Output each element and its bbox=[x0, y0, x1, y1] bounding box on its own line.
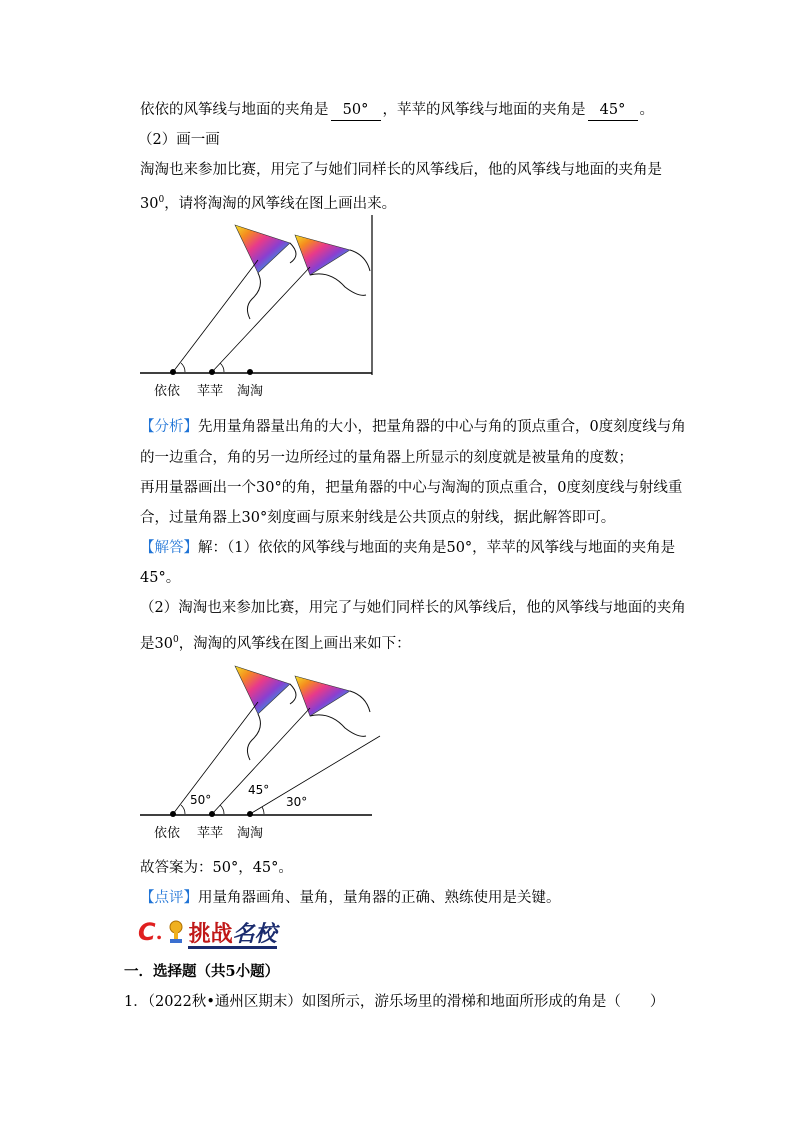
section-title-challenge: C . 挑战 名校 bbox=[138, 915, 277, 949]
analysis-line1: 【分析】先用量角器量出角的大小，把量角器的中心与角的顶点重合，0度刻度线与角 bbox=[140, 419, 686, 435]
comment-line: 【点评】用量角器画角、量角，量角器的正确、熟练使用是关键。 bbox=[140, 890, 561, 906]
analysis-line4: 合，过量角器上30°刻度画与原来射线是公共顶点的射线，据此解答即可。 bbox=[140, 510, 616, 526]
kite-pingping-icon bbox=[295, 235, 370, 295]
angle-label-30: 30° bbox=[286, 795, 308, 809]
question-1: 1．（2022秋•通州区期末）如图所示，游乐场里的滑梯和地面所形成的角是（ ） bbox=[124, 994, 665, 1010]
solution-line1: 【解答】解：（1）依依的风筝线与地面的夹角是50°，苹苹的风筝线与地面的夹角是 bbox=[140, 540, 676, 556]
label-taotao-2: 淘淘 bbox=[237, 826, 264, 841]
answer-blank-1: 50° bbox=[331, 100, 381, 121]
section-title-b: 名校 bbox=[232, 921, 277, 947]
section-title-a: 挑战 bbox=[188, 921, 233, 947]
kite-figure-2 bbox=[140, 658, 390, 848]
label-taotao: 淘淘 bbox=[237, 384, 264, 399]
label-pingping: 苹苹 bbox=[197, 384, 224, 399]
kite-yiyi-icon-2 bbox=[235, 666, 296, 760]
label-yiyi: 依依 bbox=[154, 384, 181, 399]
trophy-icon bbox=[165, 919, 187, 945]
section-underline bbox=[188, 946, 277, 949]
angle-label-45: 45° bbox=[248, 783, 270, 797]
answer-line: 故答案为：50°，45°。 bbox=[140, 860, 293, 876]
kite-pingping-icon-2 bbox=[295, 676, 370, 736]
solution-tag: 【解答】 bbox=[140, 540, 198, 556]
solution-line2: 45°。 bbox=[140, 570, 181, 586]
q2-heading: （2）画一画 bbox=[138, 132, 220, 148]
q2-text-line2: $30^0$，请将淘淘的风筝线在图上画出来。 bbox=[140, 195, 397, 212]
label-yiyi-2: 依依 bbox=[154, 826, 181, 841]
analysis-tag: 【分析】 bbox=[140, 419, 198, 435]
q2-text-line1: 淘淘也来参加比赛，用完了与她们同样长的风筝线后，他的风筝线与地面的夹角是 bbox=[140, 162, 662, 178]
answer-blank-2: 45° bbox=[588, 100, 638, 121]
q1-answer-line: 依依的风筝线与地面的夹角是 50° ，苹苹的风筝线与地面的夹角是 45° 。 bbox=[140, 100, 654, 121]
solution-line3: （2）淘淘也来参加比赛，用完了与她们同样长的风筝线后，他的风筝线与地面的夹角 bbox=[140, 600, 686, 616]
subsection-heading: 一．选择题（共5小题） bbox=[124, 963, 280, 980]
analysis-line3: 再用量器画出一个30°的角，把量角器的中心与淘淘的顶点重合，0度刻度线与射线重 bbox=[140, 480, 683, 496]
comment-tag: 【点评】 bbox=[140, 890, 198, 906]
section-letter: C bbox=[138, 918, 156, 946]
solution-line4: 是$30^0$，淘淘的风筝线在图上画出来如下： bbox=[140, 635, 411, 652]
angle-label-50: 50° bbox=[190, 793, 212, 807]
label-pingping-2: 苹苹 bbox=[197, 826, 224, 841]
analysis-line2: 的一边重合，角的另一边所经过的量角器上所显示的刻度就是被量角的度数； bbox=[140, 450, 633, 466]
kite-figure-1 bbox=[140, 215, 380, 405]
kite-yiyi-icon bbox=[235, 225, 296, 319]
